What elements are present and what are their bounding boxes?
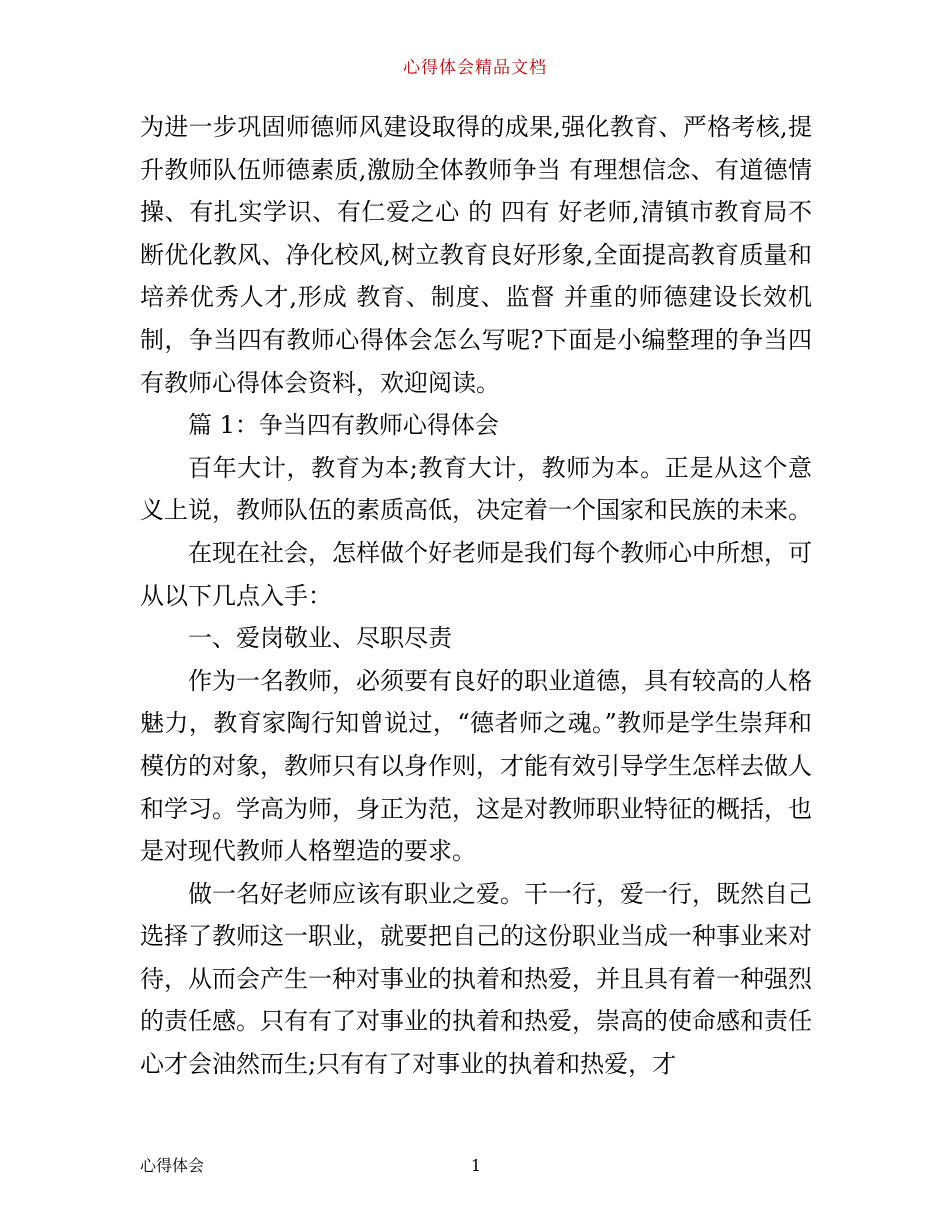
footer-label: 心得体会 (140, 1156, 205, 1175)
body-paragraph: 作为一名教师，必须要有良好的职业道德，具有较高的人格魅力，教育家陶行知曾说过，“德者师之魂。”教师是学生崇拜和模仿的对象，教师只有以身作则，才能有效引导学生怎样去做人和学习。学高为师，身正为范，这是对教师职业特征的概括，也是对现代教师人格塑造的要求。 (140, 666, 812, 866)
body-paragraph: 在现在社会，怎样做个好老师是我们每个教师心中所想，可从以下几点入手： (140, 538, 812, 610)
page-number: 1 (470, 1156, 482, 1175)
intro-paragraph: 为进一步巩固师德师风建设取得的成果,强化教育、严格考核,提升教师队伍师德素质,激励全体教师争当 有理想信念、有道德情操、有扎实学识、有仁爱之心 的 四有 好老师,清镇市教育局不断优化教风、净化校风,树立教育良好形象,全面提高教育质量和培养优秀人才,形成 教育、制度、监督 并重的师德建设长效机制，争当四有教师心得体会怎么写呢?下面是小编整理的争当四有教师心得体会资料，欢迎阅读。 (140, 113, 812, 397)
subsection-heading: 一、爱岗敬业、尽职尽责 (188, 624, 452, 653)
document-body (140, 106, 812, 1086)
section-title: 篇 1：争当四有教师心得体会 (188, 411, 499, 440)
body-paragraph: 百年大计，教育为本;教育大计，教师为本。正是从这个意义上说，教师队伍的素质高低，决定着一个国家和民族的未来。 (140, 453, 812, 525)
page-header-title: 心得体会精品文档 (403, 58, 547, 78)
body-paragraph: 做一名好老师应该有职业之爱。干一行，爱一行，既然自己选择了教师这一职业，就要把自己的这份职业当成一种事业来对待，从而会产生一种对事业的执着和热爱，并且具有着一种强烈的责任感。只有有了对事业的执着和热爱，崇高的使命感和责任心才会油然而生;只有有了对事业的执着和热爱，才 (140, 879, 812, 1079)
